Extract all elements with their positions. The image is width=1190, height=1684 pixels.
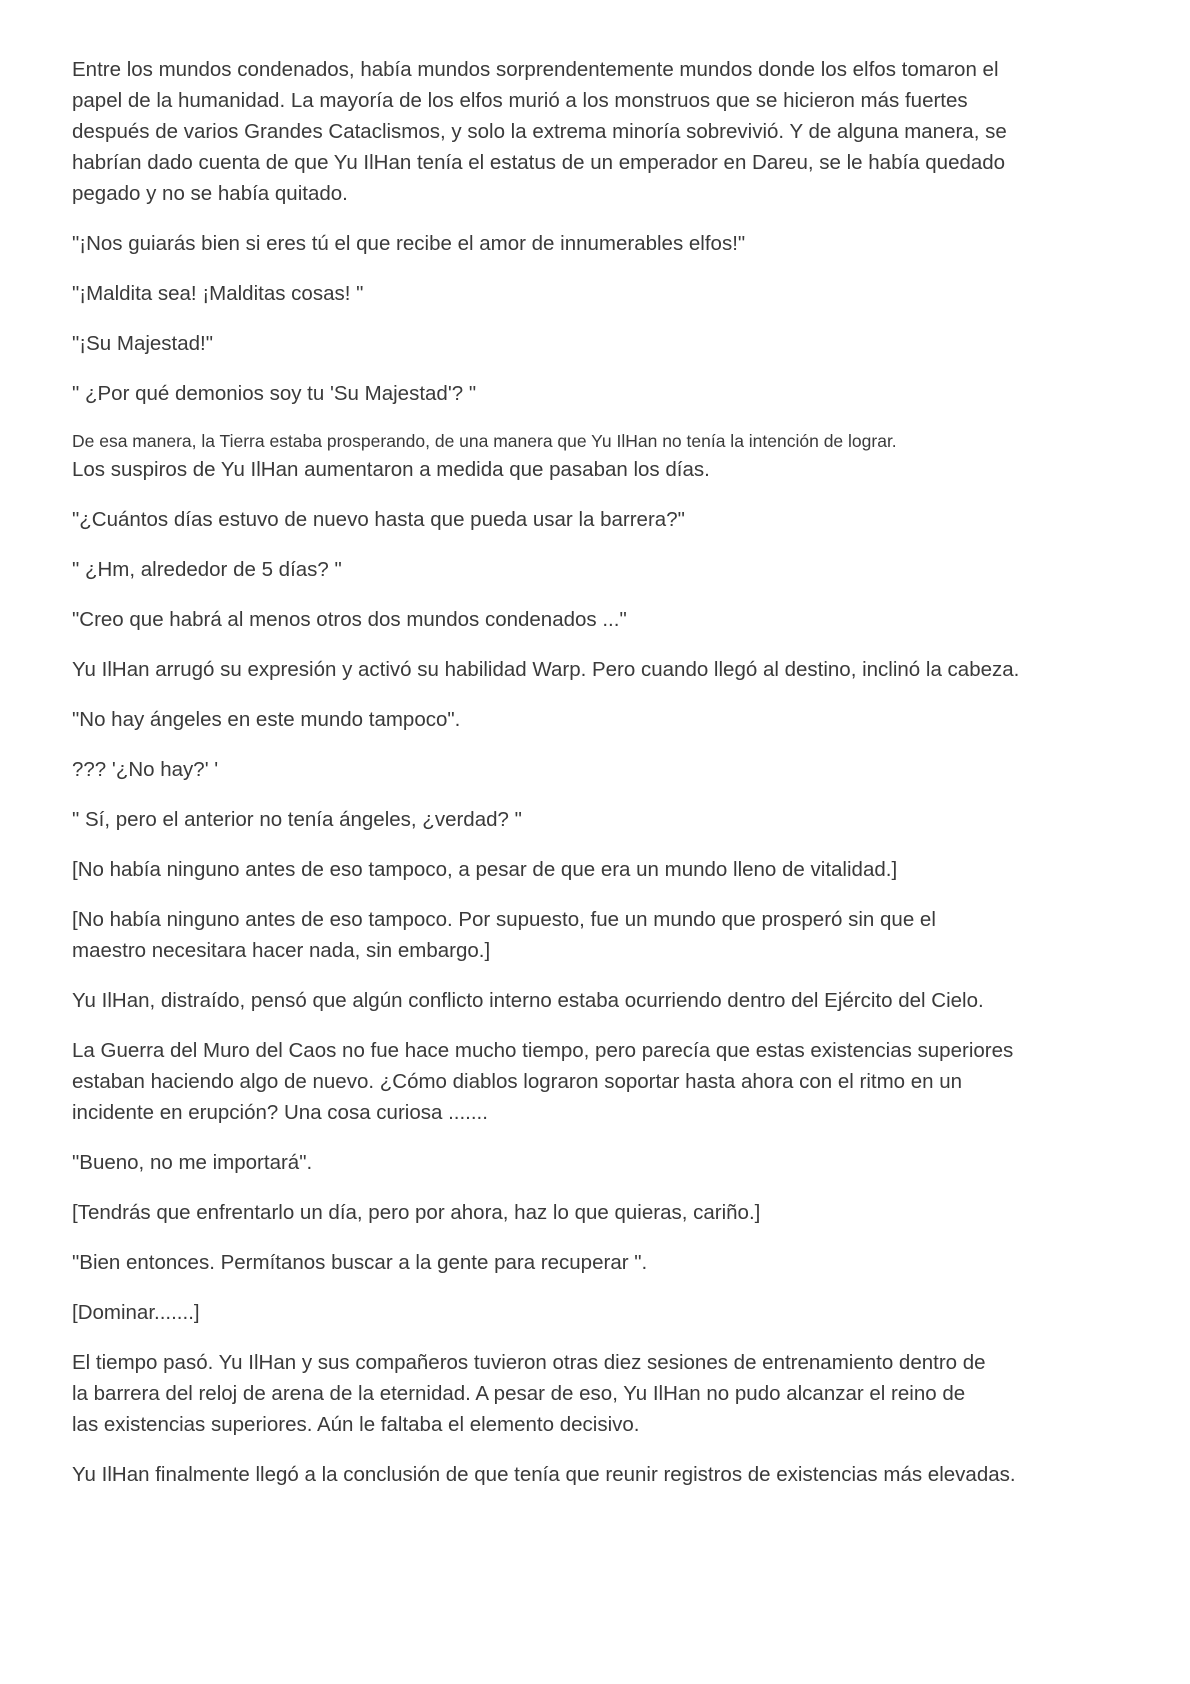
text-line: Yu IlHan finalmente llegó a la conclusión de que tenía que reunir registros de existencias más elevadas. [72,1463,1016,1486]
paragraph [72,1247,1112,1278]
text-line: [Dominar.......] [72,1301,200,1324]
text-line: "¡Maldita sea! ¡Malditas cosas! " [72,282,364,305]
text-line: "¡Su Majestad!" [72,332,214,355]
paragraph [72,228,1112,259]
text-line: Yu IlHan, distraído, pensó que algún conflicto interno estaba ocurriendo dentro del Ejército del Cielo. [72,989,984,1012]
text-line: las existencias superiores. Aún le faltaba el elemento decisivo. [72,1413,640,1436]
text-line: "¿Cuántos días estuvo de nuevo hasta que pueda usar la barrera?" [72,508,685,531]
text-line: El tiempo pasó. Yu IlHan y sus compañeros tuvieron otras diez sesiones de entrenamiento dentro de [72,1351,986,1374]
text-line: " Sí, pero el anterior no tenía ángeles, ¿verdad? " [72,808,522,831]
paragraph [72,454,1112,485]
text-line: Entre los mundos condenados, había mundos sorprendentemente mundos donde los elfos tomaron el [72,58,999,81]
text-line: papel de la humanidad. La mayoría de los elfos murió a los monstruos que se hicieron más fuertes [72,89,968,112]
text-line: [No había ninguno antes de eso tampoco. Por supuesto, fue un mundo que prosperó sin que el [72,908,936,931]
paragraph-small [72,428,1112,454]
text-line: "No hay ángeles en este mundo tampoco". [72,708,461,731]
text-line: estaban haciendo algo de nuevo. ¿Cómo diablos lograron soportar hasta ahora con el ritmo en un [72,1070,963,1093]
text-line: La Guerra del Muro del Caos no fue hace mucho tiempo, pero parecía que estas existencias superiores [72,1039,1014,1062]
paragraph [72,278,1112,309]
paragraph [72,904,1112,966]
text-line: "Bien entonces. Permítanos buscar a la gente para recuperar ". [72,1251,648,1274]
text-line: la barrera del reloj de arena de la eternidad. A pesar de eso, Yu IlHan no pudo alcanzar el reino de [72,1382,966,1405]
text-line: [Tendrás que enfrentarlo un día, pero por ahora, haz lo que quieras, cariño.] [72,1201,761,1224]
text-line: pegado y no se había quitado. [72,182,348,205]
paragraph [72,704,1112,735]
paragraph [72,54,1112,209]
paragraph [72,1147,1112,1178]
document-page [72,54,1112,1509]
text-line: "Creo que habrá al menos otros dos mundos condenados ..." [72,608,627,631]
paragraph [72,804,1112,835]
paragraph [72,378,1112,409]
paragraph [72,654,1112,685]
paragraph [72,604,1112,635]
paragraph [72,328,1112,359]
text-line: ??? '¿No hay?' ' [72,758,219,781]
paragraph [72,1197,1112,1228]
paragraph [72,1459,1112,1490]
text-line: habrían dado cuenta de que Yu IlHan tenía el estatus de un emperador en Dareu, se le había quedado [72,151,1006,174]
paragraph [72,1035,1112,1128]
paragraph [72,985,1112,1016]
text-line: Yu IlHan arrugó su expresión y activó su habilidad Warp. Pero cuando llegó al destino, inclinó la cabeza. [72,658,1020,681]
paragraph [72,504,1112,535]
paragraph [72,754,1112,785]
text-line: [No había ninguno antes de eso tampoco, a pesar de que era un mundo lleno de vitalidad.] [72,858,898,881]
text-line: Los suspiros de Yu IlHan aumentaron a medida que pasaban los días. [72,458,710,481]
text-line: "Bueno, no me importará". [72,1151,313,1174]
text-line: " ¿Por qué demonios soy tu 'Su Majestad'? " [72,382,477,405]
paragraph [72,554,1112,585]
text-line: "¡Nos guiarás bien si eres tú el que recibe el amor de innumerables elfos!" [72,232,746,255]
text-line: maestro necesitara hacer nada, sin embargo.] [72,939,491,962]
text-line: " ¿Hm, alrededor de 5 días? " [72,558,342,581]
paragraph [72,1297,1112,1328]
text-line: incidente en erupción? Una cosa curiosa ....... [72,1101,488,1124]
paragraph [72,1347,1112,1440]
paragraph [72,854,1112,885]
text-line: después de varios Grandes Cataclismos, y solo la extrema minoría sobrevivió. Y de alguna manera, se [72,120,1007,143]
text-line: De esa manera, la Tierra estaba prosperando, de una manera que Yu IlHan no tenía la intención de lograr. [72,431,897,451]
